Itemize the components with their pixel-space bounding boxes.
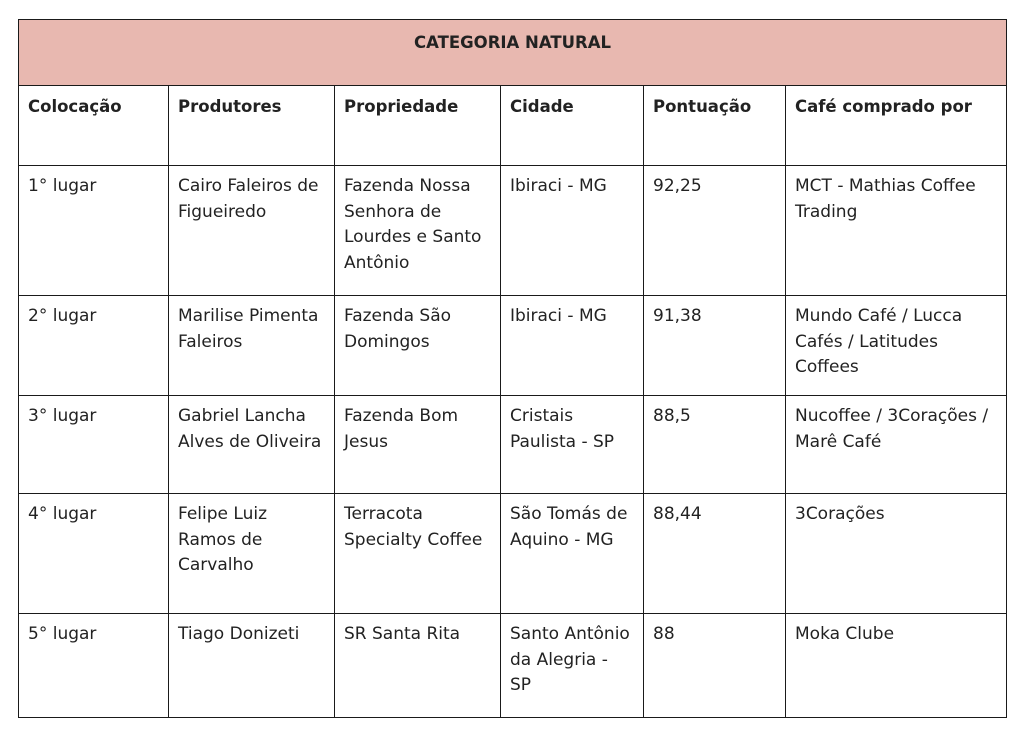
- placement-cell: 2° lugar: [19, 296, 169, 396]
- city-cell: Cristais Paulista - SP: [501, 396, 644, 494]
- buyer-cell: MCT - Mathias Coffee Trading: [786, 166, 1007, 296]
- column-header-comprador: Café comprado por: [786, 86, 1007, 166]
- producer-cell: Felipe Luiz Ramos de Carvalho: [169, 494, 335, 614]
- placement-cell: 3° lugar: [19, 396, 169, 494]
- table-row: [19, 166, 1007, 296]
- score-cell: 88: [644, 614, 786, 718]
- score-cell: 92,25: [644, 166, 786, 296]
- score-cell: 88,44: [644, 494, 786, 614]
- property-cell: Terracota Specialty Coffee: [335, 494, 501, 614]
- header-row: [19, 86, 1007, 166]
- column-header-cidade: Cidade: [501, 86, 644, 166]
- column-header-produtores: Produtores: [169, 86, 335, 166]
- property-cell: Fazenda São Domingos: [335, 296, 501, 396]
- results-table: [18, 19, 1007, 718]
- column-header-propriedade: Propriedade: [335, 86, 501, 166]
- buyer-cell: Mundo Café / Lucca Cafés / Latitudes Coffees: [786, 296, 1007, 396]
- buyer-cell: Nucoffee / 3Corações / Marê Café: [786, 396, 1007, 494]
- score-cell: 91,38: [644, 296, 786, 396]
- title-row: [19, 20, 1007, 86]
- buyer-cell: 3Corações: [786, 494, 1007, 614]
- table-row: [19, 494, 1007, 614]
- table-title: CATEGORIA NATURAL: [19, 20, 1007, 86]
- producer-cell: Tiago Donizeti: [169, 614, 335, 718]
- results-table-container: [18, 19, 1006, 718]
- producer-cell: Gabriel Lancha Alves de Oliveira: [169, 396, 335, 494]
- property-cell: Fazenda Bom Jesus: [335, 396, 501, 494]
- producer-cell: Marilise Pimenta Faleiros: [169, 296, 335, 396]
- column-header-pontuacao: Pontuação: [644, 86, 786, 166]
- score-cell: 88,5: [644, 396, 786, 494]
- producer-cell: Cairo Faleiros de Figueiredo: [169, 166, 335, 296]
- table-row: [19, 296, 1007, 396]
- table-row: [19, 396, 1007, 494]
- placement-cell: 5° lugar: [19, 614, 169, 718]
- placement-cell: 4° lugar: [19, 494, 169, 614]
- placement-cell: 1° lugar: [19, 166, 169, 296]
- city-cell: Santo Antônio da Alegria - SP: [501, 614, 644, 718]
- buyer-cell: Moka Clube: [786, 614, 1007, 718]
- property-cell: Fazenda Nossa Senhora de Lourdes e Santo Antônio: [335, 166, 501, 296]
- city-cell: Ibiraci - MG: [501, 296, 644, 396]
- property-cell: SR Santa Rita: [335, 614, 501, 718]
- table-row: [19, 614, 1007, 718]
- column-header-colocacao: Colocação: [19, 86, 169, 166]
- city-cell: São Tomás de Aquino - MG: [501, 494, 644, 614]
- city-cell: Ibiraci - MG: [501, 166, 644, 296]
